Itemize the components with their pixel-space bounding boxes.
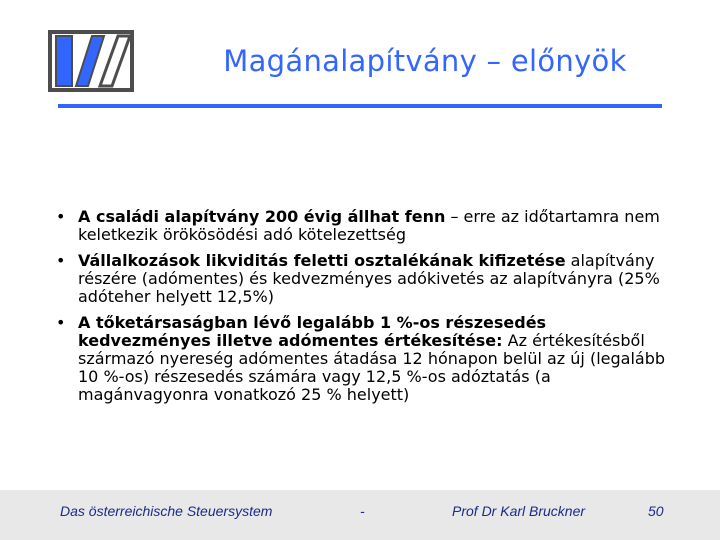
bullet-dot-icon: • bbox=[56, 313, 66, 332]
title-divider bbox=[58, 104, 662, 108]
bullet-text: Az értékesítésből származó nyereség adómentes átadása 12 hónapon belül az új (legalább 10 %-os) részesedés számára vagy 12,5 %-os adóztatás (a magánvagyonra vonatkozó 25 % helyett) bbox=[78, 331, 665, 404]
footer-bar bbox=[0, 490, 720, 540]
slide-title: Magánalapítvány – előnyök bbox=[223, 44, 627, 78]
bullet-dot-icon: • bbox=[56, 251, 66, 270]
bullet-dot-icon: • bbox=[56, 207, 66, 226]
bullet-bold-text: A tőketársaságban lévő legalább 1 %-os részesedés kedvezményes illetve adómentes értékesítése: bbox=[78, 313, 547, 350]
page-number: 50 bbox=[648, 503, 664, 519]
logo-icon bbox=[48, 30, 134, 92]
bullet-item bbox=[52, 208, 672, 244]
bullet-list bbox=[52, 208, 672, 412]
footer-course-title: Das österreichische Steuersystem bbox=[60, 503, 273, 519]
footer-author: Prof Dr Karl Bruckner bbox=[452, 503, 586, 519]
bullet-item bbox=[52, 252, 672, 306]
bullet-bold-text: Vállalkozások likviditás feletti osztalékának kifizetése bbox=[78, 251, 566, 270]
bullet-bold-text: A családi alapítvány 200 évig állhat fenn bbox=[78, 207, 446, 226]
bullet-text: alapítvány részére (adómentes) és kedvezményes adókivetés az alapítványra (25% adóteher helyett 12,5%) bbox=[78, 251, 660, 306]
bullet-item bbox=[52, 314, 672, 404]
footer-separator: - bbox=[360, 503, 365, 519]
bullet-text: – erre az időtartamra nem keletkezik örökösödési adó kötelezettség bbox=[78, 207, 660, 244]
